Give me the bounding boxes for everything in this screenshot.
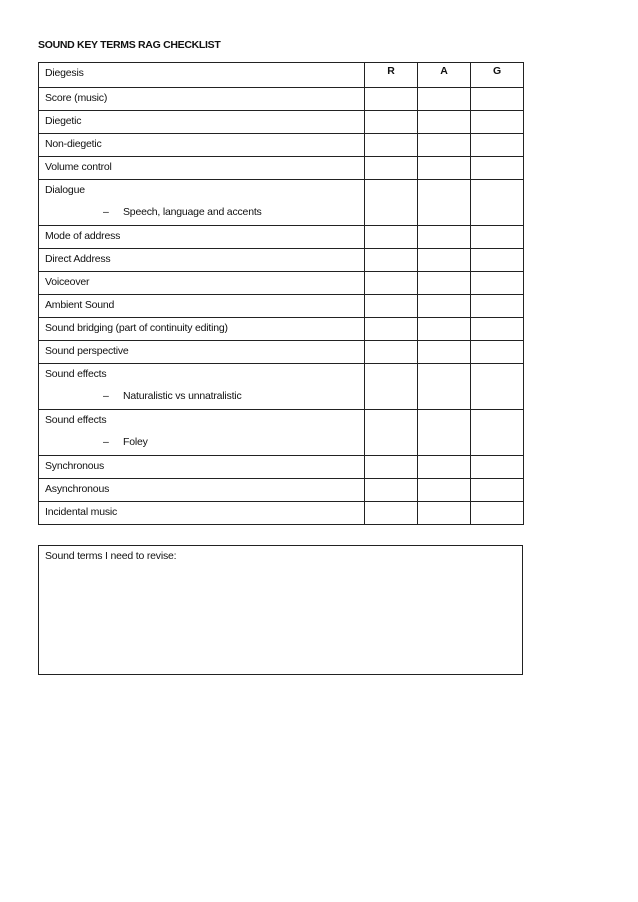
header-g: G	[471, 63, 524, 88]
rag-cell-g[interactable]	[471, 134, 524, 157]
rag-cell-a[interactable]	[418, 318, 471, 341]
rag-cell-r[interactable]	[365, 272, 418, 295]
rag-cell-a[interactable]	[418, 157, 471, 180]
rag-cell-r[interactable]	[365, 341, 418, 364]
term-label: Asynchronous	[45, 483, 110, 495]
rag-cell-r[interactable]	[365, 502, 418, 525]
table-row	[39, 341, 524, 364]
term-cell	[39, 111, 365, 134]
rag-checklist-table	[38, 62, 524, 525]
term-label: Direct Address	[45, 253, 111, 265]
term-label: Voiceover	[45, 276, 90, 288]
rag-cell-g[interactable]	[471, 364, 524, 410]
table-row	[39, 479, 524, 502]
term-cell	[39, 63, 365, 88]
rag-cell-g[interactable]	[471, 410, 524, 456]
term-label: Sound bridging (part of continuity editing)	[45, 322, 228, 334]
rag-cell-a[interactable]	[418, 272, 471, 295]
rag-cell-r[interactable]	[365, 410, 418, 456]
table-row	[39, 502, 524, 525]
sub-point-text: Foley	[123, 436, 148, 448]
dash-bullet: –	[103, 436, 109, 448]
rag-cell-g[interactable]	[471, 157, 524, 180]
rag-cell-a[interactable]	[418, 249, 471, 272]
revise-notes-box[interactable]	[38, 545, 523, 675]
table-row	[39, 88, 524, 111]
dash-bullet: –	[103, 206, 109, 218]
rag-cell-a[interactable]	[418, 341, 471, 364]
rag-cell-a[interactable]	[418, 111, 471, 134]
term-cell	[39, 249, 365, 272]
header-r: R	[365, 63, 418, 88]
rag-cell-g[interactable]	[471, 272, 524, 295]
rag-cell-a[interactable]	[418, 88, 471, 111]
table-row	[39, 272, 524, 295]
term-label: Sound effects	[45, 414, 107, 426]
rag-cell-a[interactable]	[418, 502, 471, 525]
sub-point-text: Naturalistic vs unnatralistic	[123, 390, 242, 402]
rag-cell-g[interactable]	[471, 295, 524, 318]
term-cell	[39, 341, 365, 364]
term-label: Score (music)	[45, 92, 108, 104]
rag-cell-a[interactable]	[418, 180, 471, 226]
rag-cell-r[interactable]	[365, 157, 418, 180]
table-row	[39, 226, 524, 249]
rag-cell-g[interactable]	[471, 180, 524, 226]
term-label: Dialogue	[45, 184, 85, 196]
table-row	[39, 157, 524, 180]
term-label: Sound effects	[45, 368, 107, 380]
term-cell	[39, 157, 365, 180]
table-row	[39, 364, 524, 410]
rag-cell-a[interactable]	[418, 134, 471, 157]
rag-cell-r[interactable]	[365, 134, 418, 157]
rag-cell-r[interactable]	[365, 226, 418, 249]
term-label: Ambient Sound	[45, 299, 115, 311]
term-sub-point	[45, 381, 358, 403]
rag-cell-g[interactable]	[471, 341, 524, 364]
term-label: Incidental music	[45, 506, 118, 518]
term-cell	[39, 318, 365, 341]
rag-cell-r[interactable]	[365, 364, 418, 410]
term-label: Diegesis	[45, 67, 84, 79]
rag-cell-g[interactable]	[471, 479, 524, 502]
rag-cell-r[interactable]	[365, 479, 418, 502]
term-sub-point	[45, 427, 358, 449]
term-label: Sound perspective	[45, 345, 129, 357]
rag-cell-g[interactable]	[471, 88, 524, 111]
rag-cell-a[interactable]	[418, 226, 471, 249]
term-cell	[39, 226, 365, 249]
sub-point-text: Speech, language and accents	[123, 206, 262, 218]
table-row	[39, 410, 524, 456]
term-sub-point	[45, 197, 358, 219]
term-label: Mode of address	[45, 230, 121, 242]
header-a: A	[418, 63, 471, 88]
rag-cell-r[interactable]	[365, 456, 418, 479]
term-cell	[39, 456, 365, 479]
table-row	[39, 249, 524, 272]
rag-cell-r[interactable]	[365, 111, 418, 134]
rag-cell-a[interactable]	[418, 410, 471, 456]
rag-cell-r[interactable]	[365, 295, 418, 318]
term-cell	[39, 88, 365, 111]
table-row	[39, 295, 524, 318]
rag-cell-r[interactable]	[365, 249, 418, 272]
table-row	[39, 134, 524, 157]
term-cell	[39, 180, 365, 226]
term-cell	[39, 479, 365, 502]
term-label: Diegetic	[45, 115, 82, 127]
term-cell	[39, 272, 365, 295]
rag-cell-r[interactable]	[365, 318, 418, 341]
rag-cell-g[interactable]	[471, 318, 524, 341]
rag-cell-g[interactable]	[471, 111, 524, 134]
rag-cell-g[interactable]	[471, 502, 524, 525]
rag-cell-a[interactable]	[418, 479, 471, 502]
page-title: SOUND KEY TERMS RAG CHECKLIST	[38, 39, 221, 51]
rag-cell-r[interactable]	[365, 88, 418, 111]
table-row	[39, 63, 524, 88]
term-label: Non-diegetic	[45, 138, 102, 150]
term-cell	[39, 364, 365, 410]
term-cell	[39, 410, 365, 456]
term-cell	[39, 134, 365, 157]
rag-cell-a[interactable]	[418, 364, 471, 410]
rag-cell-g[interactable]	[471, 226, 524, 249]
rag-cell-r[interactable]	[365, 180, 418, 226]
term-cell	[39, 502, 365, 525]
rag-cell-g[interactable]	[471, 249, 524, 272]
dash-bullet: –	[103, 390, 109, 402]
rag-cell-g[interactable]	[471, 456, 524, 479]
table-row	[39, 180, 524, 226]
table-row	[39, 111, 524, 134]
term-label: Synchronous	[45, 460, 105, 472]
table-row	[39, 456, 524, 479]
term-label: Volume control	[45, 161, 112, 173]
rag-cell-a[interactable]	[418, 295, 471, 318]
term-cell	[39, 295, 365, 318]
revise-label: Sound terms I need to revise:	[45, 550, 177, 562]
rag-cell-a[interactable]	[418, 456, 471, 479]
table-row	[39, 318, 524, 341]
